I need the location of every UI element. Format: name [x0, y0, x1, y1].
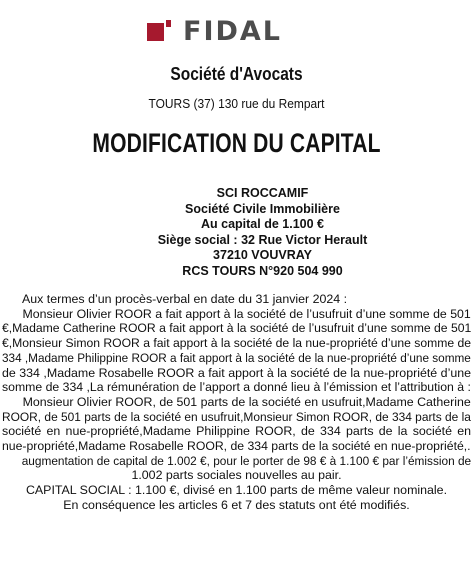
- body-line: augmentation de capital de 1.002 €, pour le porter de 98 € à 1.100 € par l’émission de: [2, 453, 472, 468]
- fidal-logo-mark-icon: [147, 20, 171, 44]
- body-line: €,Monsieur Simon ROOR a fait apport à la société de la nue-propriété d’une somme de: [2, 336, 471, 351]
- body-line: En conséquence les articles 6 et 7 des statuts ont été modifiés.: [63, 497, 410, 512]
- company-rcs: RCS TOURS N°920 504 990: [182, 263, 343, 278]
- body-line: CAPITAL SOCIAL : 1.100 €, divisé en 1.100 parts de même valeur nominale.: [25, 483, 448, 498]
- body-line: société en nue-propriété,Madame Philippine ROOR, de 334 parts de la société en: [2, 424, 471, 439]
- company-seat: Siège social : 32 Rue Victor Herault: [157, 232, 368, 247]
- company-city: 37210 VOUVRAY: [213, 248, 312, 263]
- body-line: nue-propriété,Madame Rosabelle ROOR, de 334 parts de la société en nue-propriété,.: [2, 439, 471, 454]
- fidal-logo: [147, 14, 327, 54]
- company-block: [150, 186, 375, 280]
- body-line: 334 ,Madame Philippine ROOR a fait apport à la société de la nue-propriété d’une somme: [2, 350, 471, 365]
- logo-text: FIDAL: [183, 16, 283, 47]
- notice-title: MODIFICATION DU CAPITAL: [92, 128, 381, 158]
- company-form: Société Civile Immobilière: [185, 201, 340, 216]
- firm-address: TOURS (37) 130 rue du Rempart: [148, 96, 325, 111]
- body-line: somme de 334 ,La rémunération de l’apport a donné lieu à l’émission et l’attribution à :: [2, 380, 471, 395]
- body-line: de 334 ,Madame Rosabelle ROOR a fait apport à la société de la nue-propriété d’une: [2, 365, 471, 380]
- body-line: Monsieur Olivier ROOR, de 501 parts de la société en usufruit,Madame Catherine: [2, 394, 471, 409]
- body-line: ROOR, de 501 parts de la société en usufruit,Monsieur Simon ROOR, de 334 parts de la: [2, 409, 471, 424]
- company-capital: Au capital de 1.100 €: [201, 217, 324, 232]
- firm-name: Société d'Avocats: [170, 64, 303, 84]
- body-line: Monsieur Olivier ROOR a fait apport à la société de l’usufruit d’une somme de 501: [2, 306, 471, 321]
- notice-body: [2, 292, 471, 513]
- body-line: €,Madame Catherine ROOR a fait apport à la société de l’usufruit d’une somme de 501: [2, 321, 472, 336]
- body-line: 1.002 parts sociales nouvelles au pair.: [131, 468, 342, 483]
- company-name: SCI ROCCAMIF: [216, 186, 309, 200]
- body-line: Aux termes d’un procès-verbal en date du 31 janvier 2024 :: [2, 292, 348, 306]
